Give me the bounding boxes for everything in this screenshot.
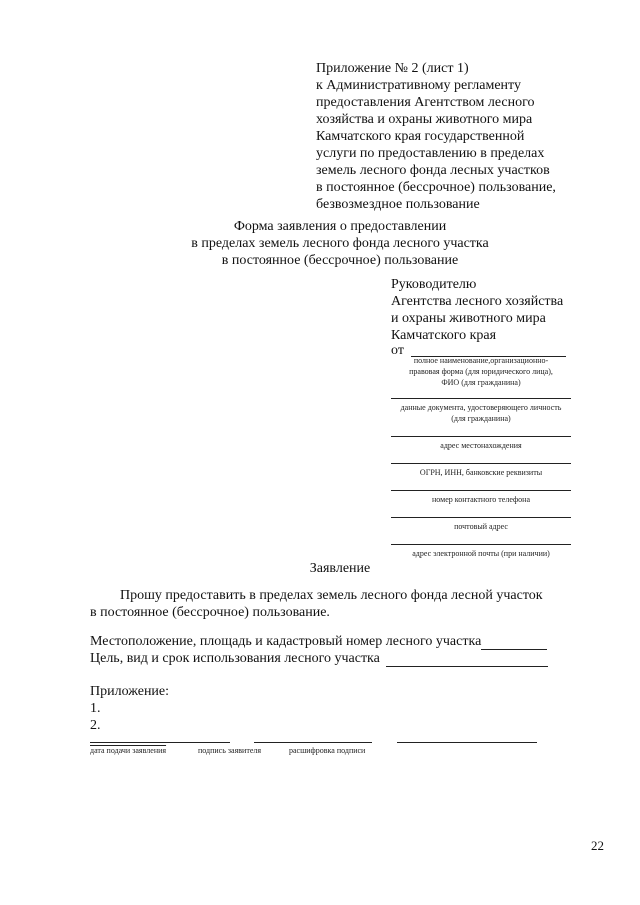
appendix-line: хозяйства и охраны животного мира	[316, 112, 533, 127]
appendix-header	[316, 60, 616, 213]
request-line: Прошу предоставить в пределах земель лесного фонда лесной участок	[120, 588, 543, 603]
location-address-blank[interactable]	[391, 436, 571, 437]
appendix-line: Приложение № 2 (лист 1)	[316, 61, 469, 76]
addressee-line: Руководителю	[391, 277, 477, 292]
attachments-block	[90, 683, 290, 734]
form-title-line: в постоянное (бессрочное) пользование	[221, 253, 459, 268]
from-label: от	[391, 343, 404, 358]
field-caption-phone: номер контактного телефона	[432, 495, 530, 504]
request-line: в постоянное (бессрочное) пользование.	[90, 605, 330, 620]
addressee-line: Камчатского края	[391, 328, 497, 343]
phone-blank[interactable]	[391, 490, 571, 491]
field-caption-applicant-name: полное наименование,организационно- правовая форма (для юридического лица), ФИО (для гражданина)	[409, 356, 553, 387]
appendix-line: в постоянное (бессрочное) пользование,	[316, 180, 556, 195]
postal-address-blank[interactable]	[391, 517, 571, 518]
requisites-blank[interactable]	[391, 463, 571, 464]
email-blank[interactable]	[391, 544, 571, 545]
purpose-blank[interactable]	[386, 653, 548, 667]
purpose-row	[90, 650, 548, 668]
appendix-line: к Административному регламенту	[316, 78, 521, 93]
purpose-label: Цель, вид и срок использования лесного участка	[90, 651, 380, 666]
date-blank[interactable]	[90, 742, 230, 743]
addressee-line: и охраны животного мира	[391, 311, 546, 326]
appendix-line: Камчатского края государственной	[316, 129, 525, 144]
attachments-label: Приложение:	[90, 684, 170, 699]
signature-blank[interactable]	[254, 742, 372, 743]
statement-title: Заявление	[309, 561, 371, 576]
signature-caption: подпись заявителя	[198, 746, 262, 755]
field-caption-identity-document: данные документа, удостоверяющего личность (для гражданина)	[400, 403, 562, 423]
attachment-item: 2.	[90, 718, 101, 733]
appendix-line: предоставления Агентством лесного	[316, 95, 535, 110]
form-title-line: в пределах земель лесного фонда лесного участка	[191, 236, 489, 251]
appendix-line: услуги по предоставлению в пределах	[316, 146, 545, 161]
form-title	[140, 218, 540, 269]
form-title-line: Форма заявления о предоставлении	[233, 219, 447, 234]
decoding-caption: расшифровка подписи	[289, 746, 366, 755]
request-text	[90, 587, 570, 621]
field-caption-email: адрес электронной почты (при наличии)	[412, 549, 550, 558]
field-caption-postal-address: почтовый адрес	[454, 522, 508, 531]
decoding-blank[interactable]	[397, 742, 537, 743]
attachment-item: 1.	[90, 701, 101, 716]
location-row	[90, 633, 547, 651]
addressee-line: Агентства лесного хозяйства	[391, 294, 564, 309]
date-caption: дата подачи заявления	[90, 746, 167, 755]
page-number: 22	[591, 838, 604, 853]
appendix-line: безвозмездное пользование	[316, 197, 480, 212]
field-caption-requisites: ОГРН, ИНН, банковские реквизиты	[419, 468, 543, 477]
location-label: Местоположение, площадь и кадастровый номер лесного участка	[90, 634, 482, 649]
appendix-line: земель лесного фонда лесных участков	[316, 163, 550, 178]
field-caption-location-address: адрес местонахождения	[440, 441, 522, 450]
identity-document-blank[interactable]	[391, 398, 571, 399]
addressee-block	[391, 276, 621, 344]
location-blank[interactable]	[481, 636, 547, 650]
